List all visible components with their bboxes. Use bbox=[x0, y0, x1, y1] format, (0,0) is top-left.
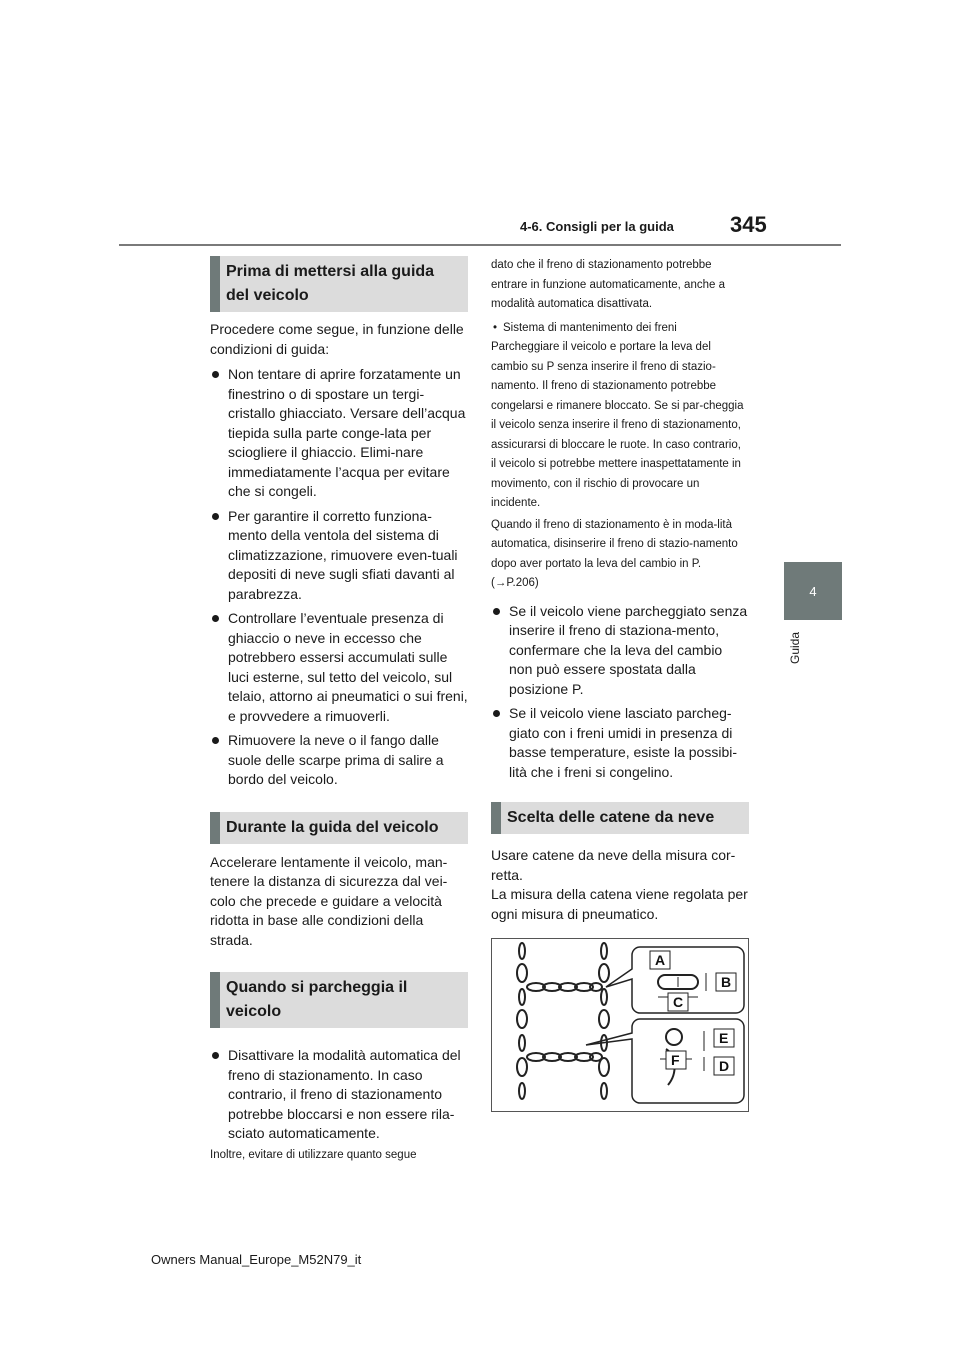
list-item: Rimuovere la neve o il fango dalle suole delle scarpe prima di salire a bordo del veicolo. bbox=[210, 731, 468, 790]
label-e: E bbox=[719, 1030, 729, 1046]
label-a: A bbox=[655, 952, 666, 968]
intro-text: Procedere come segue, in funzione delle condizioni di guida: bbox=[210, 321, 464, 357]
label-f: F bbox=[671, 1052, 680, 1068]
chains-text-1: Usare catene da neve della misura cor-retta. bbox=[491, 847, 736, 883]
list-item: Se il veicolo viene parcheggiato senza inserire il freno di staziona-mento, confermare che la leva del cambio non può essere spostata dalla posizione P. bbox=[491, 602, 749, 700]
list-item: Non tentare di aprire forzatamente un finestrino o di spostare un tergi-cristallo ghiacciato. Versare dell’acqua tiepida sulla parte conge-lata per sciogliere il ghiaccio. Elimi-nare immediatamente l’acqua per evitare che si congeli. bbox=[210, 365, 468, 502]
list-item: Se il veicolo viene lasciato parcheg-giato con i freni umidi in presenza di basse temperature, esiste la possibi-lità che i freni si congelino. bbox=[491, 704, 749, 782]
driving-text: Accelerare lentamente il veicolo, man-tenere la distanza di sicurezza dal vei-colo che precede e guidare a velocità ridotta in base alle condizioni della strada. bbox=[210, 853, 448, 948]
cross-chain-top bbox=[527, 983, 602, 991]
right-column bbox=[491, 256, 749, 1112]
parking-list bbox=[491, 602, 749, 783]
section-title: 4-6. Consigli per la guida bbox=[520, 219, 674, 234]
sub-bullet: • Sistema di mantenimento dei freni bbox=[491, 319, 749, 339]
page-number: 345 bbox=[730, 212, 767, 237]
parking-tail-text: Inoltre, evitare di utilizzare quanto segue bbox=[210, 1148, 417, 1161]
chains-text-2: La misura della catena viene regolata per ogni misura di pneumatico. bbox=[491, 886, 748, 922]
heading-snow-chains: Scelta delle catene da neve bbox=[491, 802, 749, 834]
footer-text: Owners Manual_Europe_M52N79_it bbox=[151, 1252, 362, 1267]
brake-hold-text: Parcheggiare il veicolo e portare la leva del cambio su P senza inserire il freno di stazio-namento. Il freno di stazionamento potrebbe congelarsi e rimanere bloccato. Se si par-cheggia il veicolo senza inserire il freno di stazionamento, assicurarsi di bloccare le ruote. In caso contrario, il veicolo si potrebbe mettere inaspettatamente in movimento, con il rischio di provocare un incidente. bbox=[491, 341, 744, 509]
snow-chain-figure bbox=[491, 938, 749, 1112]
chain-right bbox=[599, 943, 609, 1099]
label-c: C bbox=[673, 994, 684, 1010]
chapter-tab: 4 bbox=[784, 562, 842, 620]
list-item: Controllare l’eventuale presenza di ghiaccio o neve in eccesso che potrebbero essersi accumulati sulle luci esterne, sul tetto del veicolo, sul telaio, attorno ai pneumatici o sui freni, e provvedere a rimuoverli. bbox=[210, 609, 468, 726]
heading-before-driving: Prima di mettersi alla guida del veicolo bbox=[210, 256, 468, 312]
heading-while-driving: Durante la guida del veicolo bbox=[210, 812, 468, 844]
label-d: D bbox=[719, 1058, 730, 1074]
auto-mode-text: Quando il freno di stazionamento è in moda-lità automatica, disinserire il freno di stazio-namento dopo aver portato la leva del cambio in P. (→P.206) bbox=[491, 518, 738, 589]
continued-text: dato che il freno di stazionamento potrebbe entrare in funzione automaticamente, anche a modalità automatica disattivata. bbox=[491, 259, 725, 310]
cross-chain-bottom bbox=[527, 1053, 602, 1061]
list-item: Disattivare la modalità automatica del freno di stazionamento. In caso contrario, il freno di stazionamento potrebbe bloccarsi e non essere rila-sciato automaticamente. bbox=[210, 1046, 468, 1144]
heading-parking: Quando si parcheggia il veicolo bbox=[210, 972, 468, 1028]
left-column bbox=[210, 256, 468, 1165]
chain-left bbox=[517, 943, 527, 1099]
snow-chain-illustration bbox=[492, 939, 748, 1111]
header-rule bbox=[119, 244, 841, 246]
list-item: Per garantire il corretto funziona-mento della ventola del sistema di climatizzazione, rimuovere even-tuali depositi di neve sugli sfiati davanti al parabrezza. bbox=[210, 507, 468, 605]
chapter-label: Guida bbox=[788, 631, 802, 665]
before-driving-list bbox=[210, 365, 468, 790]
label-b: B bbox=[721, 974, 732, 990]
